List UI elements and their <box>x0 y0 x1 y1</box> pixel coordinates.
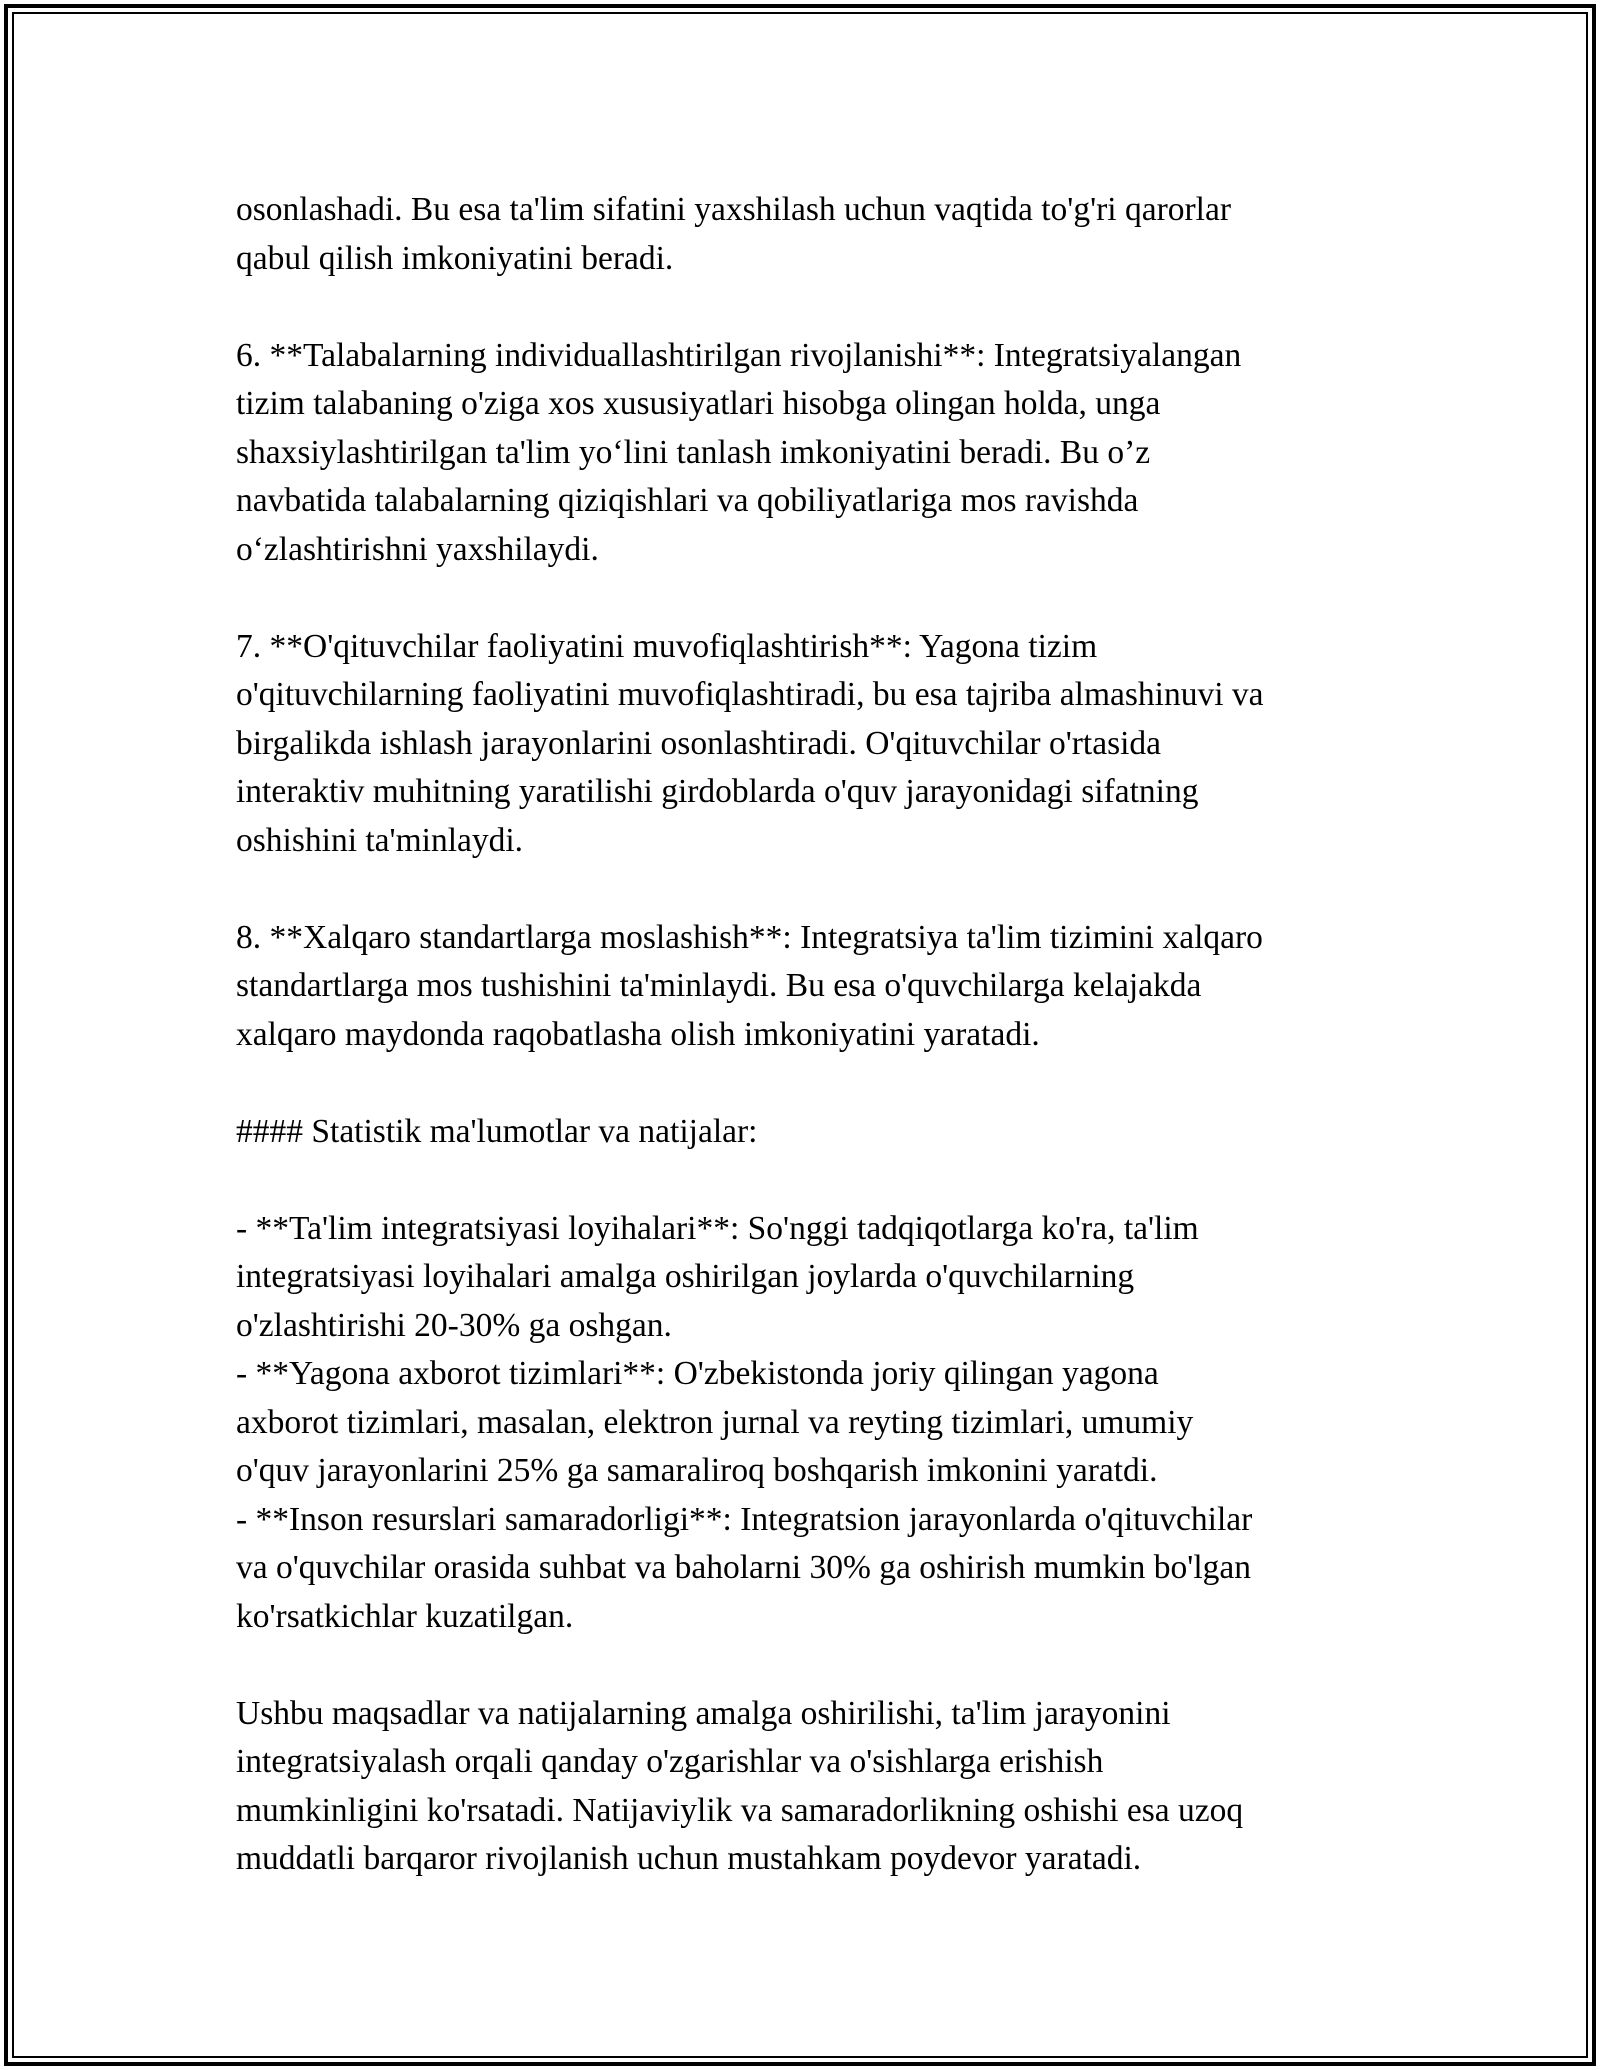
section-heading-statistics <box>236 1108 1376 1157</box>
text-line: shaxsiylashtirilgan ta'lim yo‘lini tanlash imkoniyatini beradi. Bu o’z <box>236 433 1151 471</box>
list-item-8 <box>236 914 1376 1060</box>
text-line: tizim talabaning o'ziga xos xususiyatlari hisobga olingan holda, unga <box>236 385 1161 422</box>
text-line: o‘zlashtirishni yaxshilaydi. <box>236 530 599 568</box>
text-line: o'zlashtirishi 20-30% ga oshgan. <box>236 1306 672 1344</box>
text-line: va o'quvchilar orasida suhbat va baholarni 30% ga oshirish mumkin bo'lgan <box>236 1549 1251 1586</box>
paragraph-conclusion <box>236 1690 1376 1884</box>
paragraph-intro-continuation <box>236 186 1376 283</box>
text-line: interaktiv muhitning yaratilishi girdoblarda o'quv jarayonidagi sifatning <box>236 773 1199 810</box>
text-line: o'quv jarayonlarini 25% ga samaraliroq boshqarish imkonini yaratdi. <box>236 1452 1158 1489</box>
text-line: navbatida talabalarning qiziqishlari va qobiliyatlariga mos ravishda <box>236 482 1139 519</box>
text-line: #### Statistik ma'lumotlar va natijalar: <box>236 1112 758 1150</box>
text-line: 6. **Talabalarning individuallashtirilgan rivojlanishi**: Integratsiyalangan <box>236 336 1242 374</box>
text-line: integratsiyasi loyihalari amalga oshirilgan joylarda o'quvchilarning <box>236 1258 1135 1295</box>
text-line: ko'rsatkichlar kuzatilgan. <box>236 1597 574 1635</box>
text-line: - **Ta'lim integratsiyasi loyihalari**: So'nggi tadqiqotlarga ko'ra, ta'lim <box>236 1209 1199 1247</box>
text-line: qabul qilish imkoniyatini beradi. <box>236 239 674 277</box>
text-line: xalqaro maydonda raqobatlasha olish imkoniyatini yaratadi. <box>236 1015 1040 1053</box>
document-body <box>236 186 1376 1884</box>
text-line: Ushbu maqsadlar va natijalarning amalga oshirilishi, ta'lim jarayonini <box>236 1694 1171 1732</box>
list-item-7 <box>236 623 1376 866</box>
list-item-6 <box>236 332 1376 575</box>
text-line: 7. **O'qituvchilar faoliyatini muvofiqlashtirish**: Yagona tizim <box>236 627 1098 665</box>
statistics-list <box>236 1205 1376 1642</box>
text-line: muddatli barqaror rivojlanish uchun mustahkam poydevor yaratadi. <box>236 1840 1142 1877</box>
text-line: integratsiyalash orqali qanday o'zgarishlar va o'sishlarga erishish <box>236 1743 1104 1780</box>
text-line: osonlashadi. Bu esa ta'lim sifatini yaxshilash uchun vaqtida to'g'ri qarorlar <box>236 191 1231 228</box>
text-line: standartlarga mos tushishini ta'minlaydi. Bu esa o'quvchilarga kelajakda <box>236 967 1202 1004</box>
text-line: oshishini ta'minlaydi. <box>236 821 524 859</box>
text-line: o'qituvchilarning faoliyatini muvofiqlashtiradi, bu esa tajriba almashinuvi va <box>236 676 1264 713</box>
text-line: 8. **Xalqaro standartlarga moslashish**: Integratsiya ta'lim tizimini xalqaro <box>236 918 1263 956</box>
text-line: birgalikda ishlash jarayonlarini osonlashtiradi. O'qituvchilar o'rtasida <box>236 724 1162 762</box>
text-line: - **Inson resurslari samaradorligi**: Integratsion jarayonlarda o'qituvchilar <box>236 1500 1253 1538</box>
text-line: - **Yagona axborot tizimlari**: O'zbekistonda joriy qilingan yagona <box>236 1355 1159 1392</box>
text-line: axborot tizimlari, masalan, elektron jurnal va reyting tizimlari, umumiy <box>236 1403 1194 1441</box>
text-line: mumkinligini ko'rsatadi. Natijaviylik va samaradorlikning oshishi esa uzoq <box>236 1791 1244 1829</box>
